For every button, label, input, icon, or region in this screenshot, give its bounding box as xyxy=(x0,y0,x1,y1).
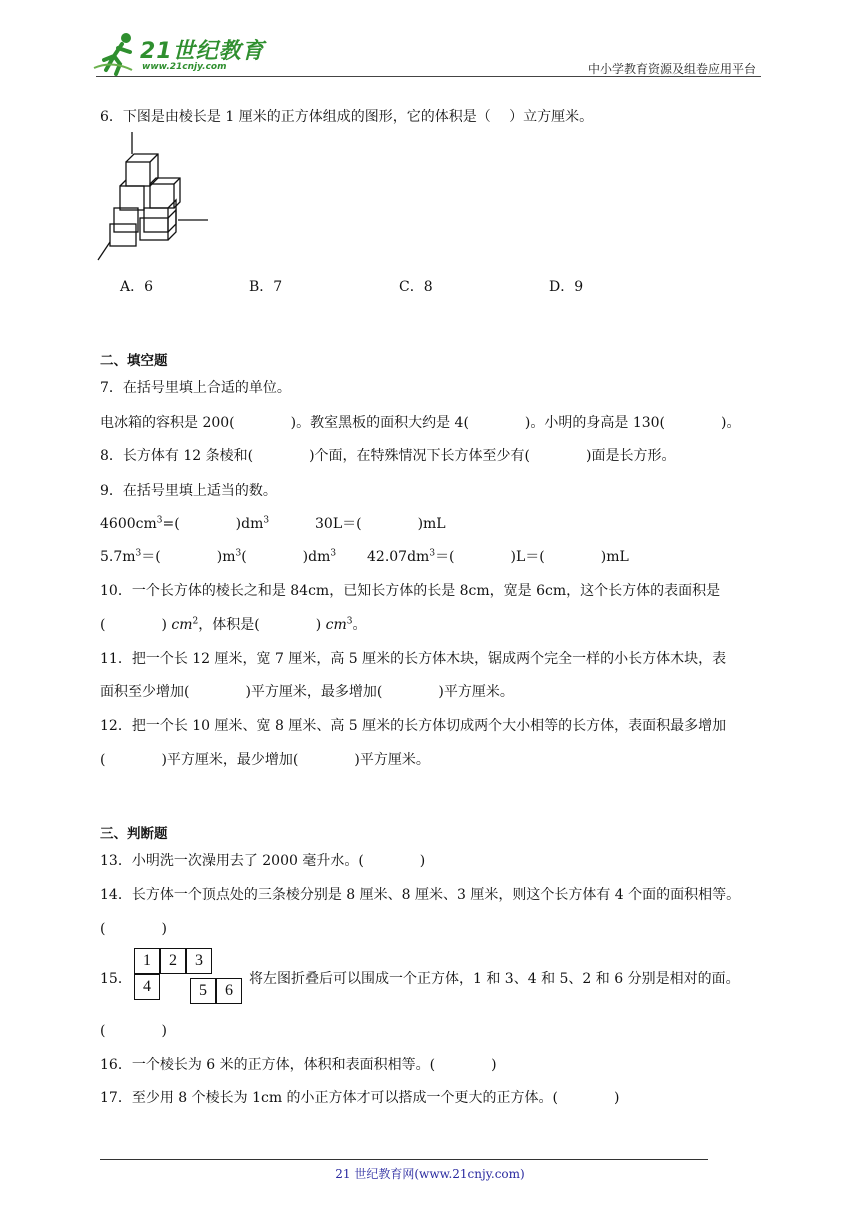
q9-item-b1: $5.7m^3=$( )$m^3$( )$dm^3$ xyxy=(100,548,337,565)
q6-option-d[interactable]: D．9 xyxy=(549,279,584,295)
q10-line1: 10．一个长方体的棱长之和是 84cm，已知长方体的长是 8cm，宽是 6cm，这个长方体的表面积是 xyxy=(100,583,721,599)
q15-text: 将左图折叠后可以围成一个正方体，1 和 3、4 和 5、2 和 6 分别是相对的面。 xyxy=(249,971,740,987)
runner-icon xyxy=(92,30,142,76)
net-cell: 2 xyxy=(160,948,186,974)
section-fill-blank-heading: 二、填空题 xyxy=(100,353,168,369)
q7-line: 电冰箱的容积是 200( )。教室黑板的面积大约是 4( )。小明的身高是 130( )。 xyxy=(100,415,741,431)
q11-line2: 面积至少增加( )平方厘米，最多增加( )平方厘米。 xyxy=(100,684,514,700)
net-cell: 3 xyxy=(186,948,212,974)
net-cell: 1 xyxy=(134,948,160,974)
q9-item-b2: $42.07dm^3=$( )L＝( )mL xyxy=(367,548,629,565)
net-cell: 5 xyxy=(190,978,216,1004)
q6-option-b[interactable]: B．7 xyxy=(249,279,283,295)
footer-divider xyxy=(100,1159,708,1160)
header-divider xyxy=(96,76,761,77)
q14-line2: ( ) xyxy=(100,921,167,937)
header-platform-title: 中小学教育资源及组卷应用平台 xyxy=(587,62,756,76)
logo-text: 21世纪教育 xyxy=(140,39,265,64)
q11-line1: 11．把一个长 12 厘米，宽 7 厘米，高 5 厘米的长方体木块，锯成两个完全一样的小长方体木块，表 xyxy=(100,651,727,667)
section-true-false-heading: 三、判断题 xyxy=(100,826,168,842)
net-cell: 4 xyxy=(134,974,160,1000)
q15-line2: ( ) xyxy=(100,1023,167,1039)
q15-number: 15． xyxy=(100,971,132,987)
q9-stem: 9．在括号里填上适当的数。 xyxy=(100,483,277,499)
q17: 17．至少用 8 个棱长为 1cm 的小正方体才可以搭成一个更大的正方体。( ) xyxy=(100,1090,620,1106)
q9-item-a1: $4600cm^3=$( )$dm^3$ xyxy=(100,515,270,532)
q9-item-a2: 30L＝( )mL xyxy=(315,516,446,532)
logo-url: www.21cnjy.com xyxy=(142,62,227,72)
q6-option-a[interactable]: A．6 xyxy=(120,279,154,295)
q6-option-c[interactable]: C．8 xyxy=(399,279,433,295)
q8: 8．长方体有 12 条棱和( )个面，在特殊情况下长方体至少有( )面是长方形。 xyxy=(100,448,676,464)
q14-line1: 14．长方体一个顶点处的三条棱分别是 8 厘米、8 厘米、3 厘米，则这个长方体有 4 个面的面积相等。 xyxy=(100,887,741,903)
q13: 13．小明洗一次澡用去了 2000 毫升水。( ) xyxy=(100,853,426,869)
q7-stem: 7．在括号里填上合适的单位。 xyxy=(100,380,291,396)
footer-text[interactable]: 21 世纪教育网(www.21cnjy.com) xyxy=(335,1167,525,1181)
q12-line1: 12．把一个长 10 厘米、宽 8 厘米、高 5 厘米的长方体切成两个大小相等的长方体，表面积最多增加 xyxy=(100,718,727,734)
q6-stem: 6．下图是由棱长是 1 厘米的正方体组成的图形，它的体积是（ ）立方厘米。 xyxy=(100,109,594,125)
cube-stack-figure xyxy=(96,132,212,264)
q10-line2: ( ) $cm^2$，体积是( ) $cm^3$。 xyxy=(100,616,367,633)
q16: 16．一个棱长为 6 米的正方体，体积和表面积相等。( ) xyxy=(100,1057,497,1073)
q12-line2: ( )平方厘米，最少增加( )平方厘米。 xyxy=(100,752,430,768)
net-cell: 6 xyxy=(216,978,242,1004)
